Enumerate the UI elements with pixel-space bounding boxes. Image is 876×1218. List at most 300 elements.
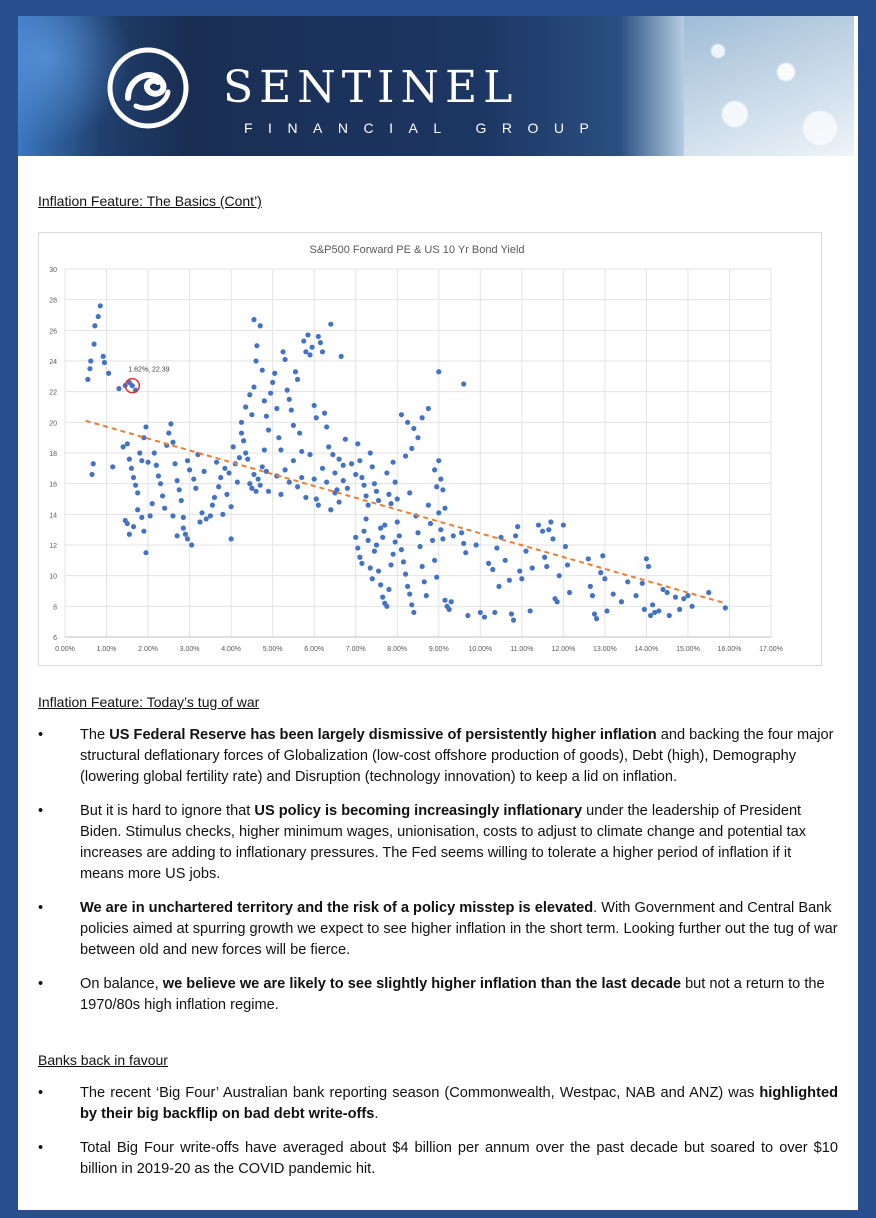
data-point <box>222 466 227 471</box>
data-point <box>378 582 383 587</box>
bullet-icon: • <box>38 727 44 743</box>
data-point <box>131 524 136 529</box>
data-point <box>226 470 231 475</box>
data-point <box>318 340 323 345</box>
data-point <box>656 608 661 613</box>
data-point <box>254 343 259 348</box>
data-point <box>353 535 358 540</box>
data-point <box>384 470 389 475</box>
data-point <box>193 486 198 491</box>
data-point <box>386 492 391 497</box>
data-point <box>175 478 180 483</box>
data-point <box>314 415 319 420</box>
data-point <box>289 407 294 412</box>
data-point <box>432 467 437 472</box>
data-point <box>130 383 135 388</box>
data-point <box>102 360 107 365</box>
data-point <box>667 613 672 618</box>
data-point <box>359 475 364 480</box>
data-point <box>336 457 341 462</box>
data-point <box>268 391 273 396</box>
data-point <box>245 457 250 462</box>
bold-run: US policy is becoming increasingly inflationary <box>254 803 583 819</box>
data-point <box>422 579 427 584</box>
data-point <box>88 358 93 363</box>
data-point <box>420 415 425 420</box>
data-point <box>183 532 188 537</box>
data-point <box>361 483 366 488</box>
data-point <box>276 435 281 440</box>
x-tick-label: 9.00% <box>428 646 449 653</box>
data-point <box>536 522 541 527</box>
list-item <box>38 725 838 788</box>
data-point <box>403 453 408 458</box>
data-point <box>295 377 300 382</box>
data-point <box>299 449 304 454</box>
data-point <box>179 498 184 503</box>
data-point <box>461 381 466 386</box>
bold-run: We are in unchartered territory and the risk of a policy misstep is elevated <box>80 900 594 916</box>
data-point <box>689 604 694 609</box>
data-point <box>199 510 204 515</box>
data-point <box>706 590 711 595</box>
data-point <box>405 584 410 589</box>
data-point <box>359 561 364 566</box>
data-point <box>341 478 346 483</box>
data-point <box>341 463 346 468</box>
data-point <box>642 607 647 612</box>
data-point <box>293 369 298 374</box>
data-point <box>278 447 283 452</box>
data-point <box>278 492 283 497</box>
data-point <box>98 303 103 308</box>
data-point <box>407 591 412 596</box>
data-point <box>262 398 267 403</box>
chart-title: S&P500 Forward PE & US 10 Yr Bond Yield <box>309 244 525 256</box>
data-point <box>430 538 435 543</box>
data-point <box>459 530 464 535</box>
data-point <box>133 483 138 488</box>
data-point <box>266 489 271 494</box>
data-point <box>409 602 414 607</box>
data-point <box>648 613 653 618</box>
data-point <box>528 608 533 613</box>
text-run: and backing the four major structural deflationary forces of Globalization (low-cost offshore production of goods), Debt (high), Demography (lowering global fertility rate) and Disruption (technology innovation) to keep a lid on inflation. <box>80 727 834 785</box>
text-run: But it is hard to ignore that <box>80 803 255 819</box>
data-point <box>548 519 553 524</box>
data-point <box>189 542 194 547</box>
data-point <box>542 555 547 560</box>
data-point <box>185 536 190 541</box>
data-point <box>162 506 167 511</box>
data-point <box>426 406 431 411</box>
bullet-icon: • <box>38 1085 44 1101</box>
data-point <box>87 366 92 371</box>
data-point <box>530 565 535 570</box>
data-point <box>270 380 275 385</box>
bullet-icon: • <box>38 900 44 916</box>
data-point <box>388 562 393 567</box>
data-point <box>152 450 157 455</box>
data-point <box>320 349 325 354</box>
data-point <box>101 354 106 359</box>
data-point <box>247 392 252 397</box>
data-point <box>604 608 609 613</box>
data-point <box>106 371 111 376</box>
data-point <box>135 490 140 495</box>
list-item <box>38 1083 838 1125</box>
data-point <box>187 467 192 472</box>
data-point <box>519 576 524 581</box>
data-point <box>390 460 395 465</box>
data-point <box>399 547 404 552</box>
x-tick-label: 15.00% <box>676 646 700 653</box>
data-point <box>324 424 329 429</box>
y-tick-label: 8 <box>53 604 57 612</box>
data-point <box>482 614 487 619</box>
data-point <box>409 446 414 451</box>
data-point <box>442 506 447 511</box>
data-point <box>517 568 522 573</box>
data-point <box>438 527 443 532</box>
data-point <box>266 427 271 432</box>
data-point <box>357 458 362 463</box>
data-point <box>314 496 319 501</box>
data-point <box>567 590 572 595</box>
data-point <box>397 533 402 538</box>
data-point <box>291 458 296 463</box>
data-point <box>253 358 258 363</box>
data-point <box>405 420 410 425</box>
data-point <box>316 503 321 508</box>
data-point <box>540 529 545 534</box>
data-point <box>393 539 398 544</box>
data-point <box>363 516 368 521</box>
x-tick-label: 8.00% <box>387 646 408 653</box>
data-point <box>301 338 306 343</box>
data-point <box>557 573 562 578</box>
x-tick-label: 4.00% <box>221 646 242 653</box>
data-point <box>401 559 406 564</box>
data-point <box>330 452 335 457</box>
data-point <box>150 501 155 506</box>
text-run: Total Big Four write-offs have averaged about $4 billion per annum over the past decade but soared to over $10 billion in 2019-20 as the COVID pandemic hit. <box>80 1140 838 1177</box>
data-point <box>428 521 433 526</box>
data-point <box>89 472 94 477</box>
x-tick-label: 11.00% <box>510 646 534 653</box>
y-tick-label: 20 <box>49 420 57 428</box>
data-point <box>386 587 391 592</box>
data-point <box>110 464 115 469</box>
data-point <box>370 576 375 581</box>
data-point <box>486 561 491 566</box>
data-point <box>287 397 292 402</box>
data-point <box>303 349 308 354</box>
data-point <box>436 510 441 515</box>
y-tick-label: 14 <box>49 512 57 520</box>
data-point <box>355 545 360 550</box>
data-point <box>588 584 593 589</box>
data-point <box>307 452 312 457</box>
data-point <box>249 412 254 417</box>
data-point <box>494 545 499 550</box>
data-point <box>291 423 296 428</box>
data-point <box>237 455 242 460</box>
data-point <box>586 556 591 561</box>
data-point <box>253 489 258 494</box>
data-point <box>434 575 439 580</box>
data-point <box>411 426 416 431</box>
data-point <box>229 504 234 509</box>
data-point <box>366 538 371 543</box>
data-point <box>121 444 126 449</box>
data-point <box>449 599 454 604</box>
data-point <box>256 476 261 481</box>
data-point <box>131 475 136 480</box>
data-point <box>681 596 686 601</box>
data-point <box>322 411 327 416</box>
x-tick-label: 5.00% <box>262 646 283 653</box>
data-point <box>316 334 321 339</box>
section-heading-banks: Banks back in favour <box>38 1052 168 1068</box>
data-point <box>135 507 140 512</box>
data-point <box>440 536 445 541</box>
data-point <box>380 535 385 540</box>
data-point <box>442 598 447 603</box>
data-point <box>204 516 209 521</box>
data-point <box>463 550 468 555</box>
data-point <box>197 519 202 524</box>
data-point <box>563 544 568 549</box>
data-point <box>594 616 599 621</box>
data-point <box>141 529 146 534</box>
data-point <box>320 466 325 471</box>
data-point <box>465 613 470 618</box>
y-tick-label: 22 <box>49 389 57 397</box>
data-point <box>590 593 595 598</box>
bold-run: highlighted by their big backflip on bad debt write-offs <box>80 1085 838 1122</box>
data-point <box>229 536 234 541</box>
text-run: The <box>80 727 110 743</box>
data-point <box>490 567 495 572</box>
data-point <box>170 440 175 445</box>
x-tick-label: 12.00% <box>551 646 576 653</box>
data-point <box>380 595 385 600</box>
data-point <box>241 438 246 443</box>
data-point <box>600 553 605 558</box>
data-point <box>544 564 549 569</box>
data-point <box>235 480 240 485</box>
data-point <box>336 499 341 504</box>
data-point <box>343 437 348 442</box>
data-point <box>417 544 422 549</box>
data-point <box>625 579 630 584</box>
data-point <box>677 607 682 612</box>
data-point <box>139 515 144 520</box>
data-point <box>492 610 497 615</box>
data-point <box>509 611 514 616</box>
chart-canvas <box>39 233 821 665</box>
data-point <box>127 457 132 462</box>
section-heading-tug-of-war: Inflation Feature: Today’s tug of war <box>38 694 260 710</box>
header-banner <box>18 16 854 156</box>
x-tick-label: 16.00% <box>717 646 742 653</box>
list-item <box>38 801 838 885</box>
data-point <box>366 503 371 508</box>
data-point <box>368 565 373 570</box>
data-point <box>474 542 479 547</box>
data-point <box>436 458 441 463</box>
data-point <box>139 458 144 463</box>
scatter-chart <box>38 232 822 666</box>
sentinel-logo-icon <box>106 46 190 130</box>
data-point <box>598 570 603 575</box>
data-point <box>370 464 375 469</box>
brand-name: SENTINEL <box>223 62 519 113</box>
data-point <box>326 444 331 449</box>
data-point <box>116 386 121 391</box>
data-point <box>280 349 285 354</box>
data-point <box>239 420 244 425</box>
data-point <box>310 345 315 350</box>
data-point <box>96 314 101 319</box>
data-point <box>177 487 182 492</box>
data-point <box>220 512 225 517</box>
data-point <box>283 357 288 362</box>
data-point <box>550 536 555 541</box>
annotation-label: 1.62%, 22.39 <box>128 366 170 374</box>
list-item <box>38 898 838 961</box>
data-point <box>372 481 377 486</box>
data-point <box>158 481 163 486</box>
data-point <box>243 404 248 409</box>
data-point <box>478 610 483 615</box>
data-point <box>611 591 616 596</box>
text-run: but not a return to the 1970/80s high inflation regime. <box>80 976 825 1013</box>
brand-subtitle: FINANCIAL GROUP <box>244 120 605 136</box>
data-point <box>239 430 244 435</box>
data-point <box>303 495 308 500</box>
data-point <box>415 530 420 535</box>
data-point <box>260 368 265 373</box>
data-point <box>143 550 148 555</box>
data-point <box>328 322 333 327</box>
data-point <box>650 602 655 607</box>
list-item <box>38 1138 838 1180</box>
data-point <box>646 564 651 569</box>
data-point <box>355 441 360 446</box>
y-tick-label: 26 <box>49 328 57 336</box>
data-point <box>395 519 400 524</box>
data-point <box>218 475 223 480</box>
y-tick-label: 12 <box>49 543 57 550</box>
data-point <box>251 384 256 389</box>
data-point <box>555 599 560 604</box>
data-point <box>461 541 466 546</box>
data-point <box>143 424 148 429</box>
data-point <box>332 470 337 475</box>
data-point <box>324 480 329 485</box>
bullet-icon: • <box>38 803 44 819</box>
data-point <box>154 463 159 468</box>
data-point <box>181 515 186 520</box>
data-point <box>685 593 690 598</box>
data-point <box>561 522 566 527</box>
y-tick-label: 18 <box>49 451 57 458</box>
x-tick-label: 10.00% <box>468 646 493 653</box>
data-point <box>619 599 624 604</box>
data-point <box>285 388 290 393</box>
data-point <box>258 323 263 328</box>
data-point <box>523 549 528 554</box>
data-point <box>503 558 508 563</box>
data-point <box>295 484 300 489</box>
text-run: . <box>374 1106 379 1122</box>
banks-list <box>38 1083 838 1180</box>
data-point <box>432 558 437 563</box>
y-tick-label: 28 <box>49 297 57 305</box>
data-point <box>451 533 456 538</box>
data-point <box>602 576 607 581</box>
data-point <box>247 481 252 486</box>
data-point <box>262 447 267 452</box>
data-point <box>210 503 215 508</box>
text-run: . With Government and Central Bank policies aimed at spurring growth we expect to see higher inflation in the short term. Looking further out the tug of war between old and new forces will be fierce. <box>80 900 838 958</box>
tug-of-war-list <box>38 725 838 1016</box>
data-point <box>170 513 175 518</box>
data-point <box>166 430 171 435</box>
data-point <box>438 476 443 481</box>
data-point <box>231 444 236 449</box>
data-point <box>305 332 310 337</box>
data-point <box>372 549 377 554</box>
data-point <box>297 430 302 435</box>
data-point <box>390 552 395 557</box>
data-point <box>415 435 420 440</box>
data-point <box>91 342 96 347</box>
data-point <box>339 354 344 359</box>
data-point <box>511 618 516 623</box>
x-tick-label: 3.00% <box>179 646 200 653</box>
data-point <box>546 527 551 532</box>
data-point <box>436 369 441 374</box>
data-point <box>644 556 649 561</box>
data-point <box>447 607 452 612</box>
data-point <box>274 406 279 411</box>
section-heading-basics: Inflation Feature: The Basics (Cont’) <box>38 193 262 209</box>
x-tick-label: 0.00% <box>55 646 75 653</box>
x-tick-label: 7.00% <box>345 646 366 653</box>
data-point <box>378 526 383 531</box>
data-point <box>388 501 393 506</box>
data-point <box>214 460 219 465</box>
data-point <box>307 352 312 357</box>
x-tick-label: 13.00% <box>593 646 617 653</box>
data-point <box>283 467 288 472</box>
data-point <box>592 611 597 616</box>
data-point <box>393 480 398 485</box>
data-point <box>312 403 317 408</box>
data-point <box>384 604 389 609</box>
data-point <box>424 593 429 598</box>
data-point <box>251 472 256 477</box>
data-point <box>345 486 350 491</box>
y-tick-label: 16 <box>49 481 57 489</box>
data-point <box>249 486 254 491</box>
data-point <box>251 317 256 322</box>
data-point <box>191 476 196 481</box>
x-tick-label: 2.00% <box>138 646 158 653</box>
